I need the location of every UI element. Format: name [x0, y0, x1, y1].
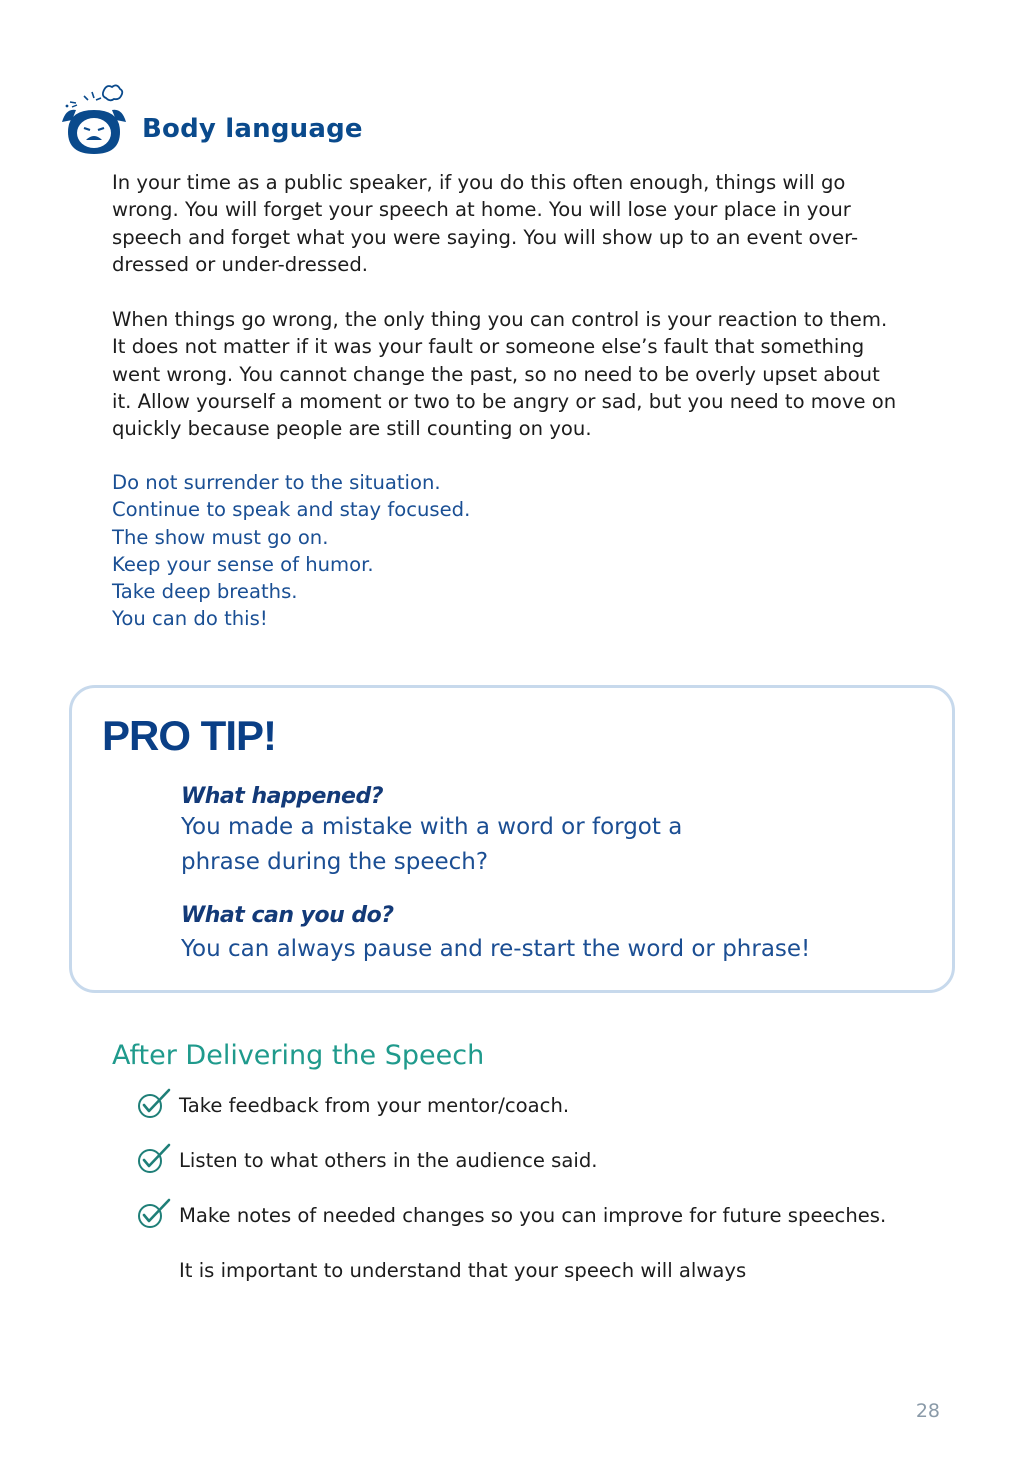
encouragement-item: The show must go on. [112, 525, 329, 549]
encouragement-item: Continue to speak and stay focused. [112, 498, 471, 522]
reaction-paragraph [112, 306, 942, 442]
frustrated-face-icon [62, 82, 128, 158]
encouragement-list [112, 469, 470, 633]
page-number: 28 [915, 1400, 940, 1422]
checklist-item [136, 1143, 956, 1179]
encouragement-item: You can do this! [112, 607, 268, 631]
checklist-item [136, 1088, 956, 1124]
section-header [62, 82, 562, 162]
checklist-text: Take feedback from your mentor/coach. [179, 1094, 570, 1117]
checkmark-circle-icon [136, 1198, 172, 1232]
pro-tip-answer-line: You made a mistake with a word or forgot a [181, 814, 683, 840]
encouragement-item: Take deep breaths. [112, 580, 298, 604]
pro-tip-answer-line: phrase during the speech? [181, 849, 489, 875]
pro-tip-title: PRO TIP! [102, 712, 277, 759]
checkmark-circle-icon [136, 1143, 172, 1177]
intro-paragraph [112, 169, 942, 278]
paragraph-line: When things go wrong, the only thing you can control is your reaction to them. [112, 308, 888, 331]
paragraph-line: It does not matter if it was your fault or someone else’s fault that something [112, 335, 865, 359]
paragraph-line: went wrong. You cannot change the past, so no need to be overly upset about [112, 362, 880, 386]
pro-tip-answer [181, 932, 810, 967]
checklist-item [136, 1198, 956, 1234]
paragraph-line: wrong. You will forget your speech at home. You will lose your place in your [112, 198, 851, 222]
pro-tip-answer [181, 810, 682, 880]
paragraph-line: speech and forget what you were saying. You will show up to an event over- [112, 225, 859, 249]
checklist-text: Listen to what others in the audience said. [179, 1149, 598, 1172]
after-speech-heading: After Delivering the Speech [112, 1040, 485, 1071]
paragraph-line: it. Allow yourself a moment or two to be angry or sad, but you need to move on [112, 389, 897, 413]
pro-tip-question: What can you do? [181, 903, 394, 928]
encouragement-item: Do not surrender to the situation. [112, 471, 441, 494]
paragraph-line: dressed or under-dressed. [112, 252, 368, 276]
section-title: Body language [142, 114, 363, 144]
trailing-text: It is important to understand that your speech will always [179, 1259, 747, 1282]
checkmark-circle-icon [136, 1088, 172, 1122]
paragraph-line: In your time as a public speaker, if you do this often enough, things will go [112, 171, 846, 194]
pro-tip-question: What happened? [181, 784, 383, 809]
pro-tip-answer-line: You can always pause and re-start the word or phrase! [181, 936, 811, 962]
checklist-text: Make notes of needed changes so you can improve for future speeches. [179, 1204, 887, 1227]
encouragement-item: Keep your sense of humor. [112, 552, 374, 576]
paragraph-line: quickly because people are still counting on you. [112, 417, 592, 441]
